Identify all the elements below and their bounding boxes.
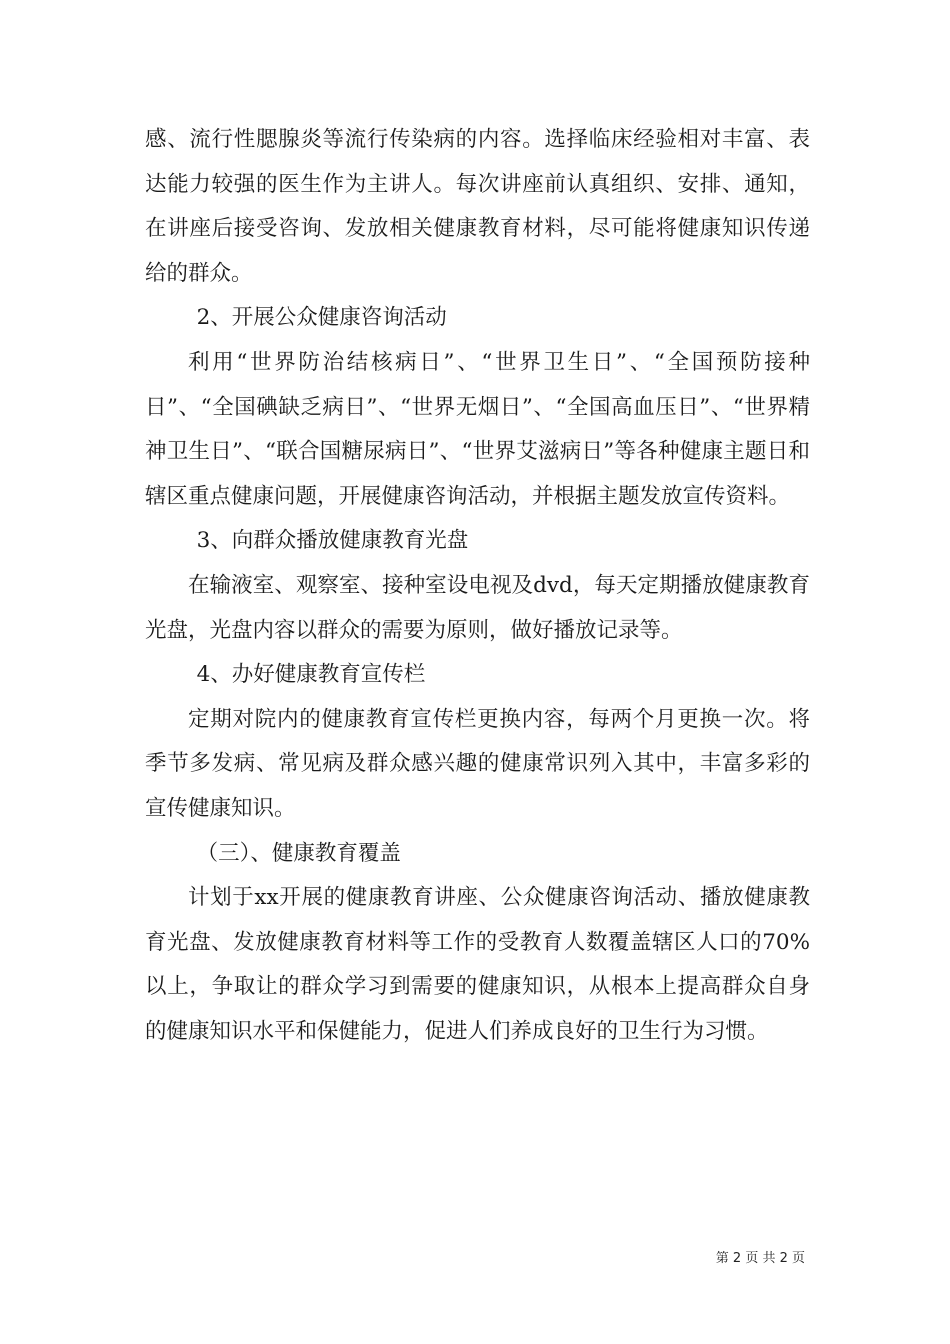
heading-disc-playback: 3、向群众播放健康教育光盘 (196, 528, 469, 554)
document-body (145, 118, 810, 1054)
paragraph-lecture-continued: 感、流行性腮腺炎等流行传染病的内容。选择临床经验相对丰富、表达能力较强的医生作为主讲人。每次讲座前认真组织、安排、通知，在讲座后接受咨询、发放相关健康教育材料，尽可能将健康知识传递给的群众。 (145, 127, 810, 286)
heading-education-coverage: （三）、健康教育覆盖 (196, 840, 401, 866)
paragraph-bulletin-board: 定期对院内的健康教育宣传栏更换内容，每两个月更换一次。将季节多发病、常见病及群众感兴趣的健康常识列入其中，丰富多彩的宣传健康知识。 (145, 706, 810, 821)
heading-bulletin-board: 4、办好健康教育宣传栏 (196, 662, 426, 688)
paragraph-education-coverage: 计划于xx开展的健康教育讲座、公众健康咨询活动、播放健康教育光盘、发放健康教育材料等工作的受教育人数覆盖辖区人口的70%以上，争取让的群众学习到需要的健康知识，从根本上提高群众自身的健康知识水平和保健能力，促进人们养成良好的卫生行为习惯。 (145, 885, 810, 1044)
paragraph-disc-playback: 在输液室、观察室、接种室设电视及dvd，每天定期播放健康教育光盘，光盘内容以群众的需要为原则，做好播放记录等。 (145, 572, 810, 643)
paragraph-public-consultation: 利用“世界防治结核病日”、“世界卫生日”、“全国预防接种日”、“全国碘缺乏病日”、“世界无烟日”、“全国高血压日”、“世界精神卫生日”、“联合国糖尿病日”、“世界艾滋病日”等各种健康主题日和辖区重点健康问题，开展健康咨询活动，并根据主题发放宣传资料。 (145, 349, 810, 509)
page-number-footer: 第 2 页 共 2 页 (715, 1251, 805, 1266)
heading-public-consultation: 2、开展公众健康咨询活动 (196, 305, 447, 331)
